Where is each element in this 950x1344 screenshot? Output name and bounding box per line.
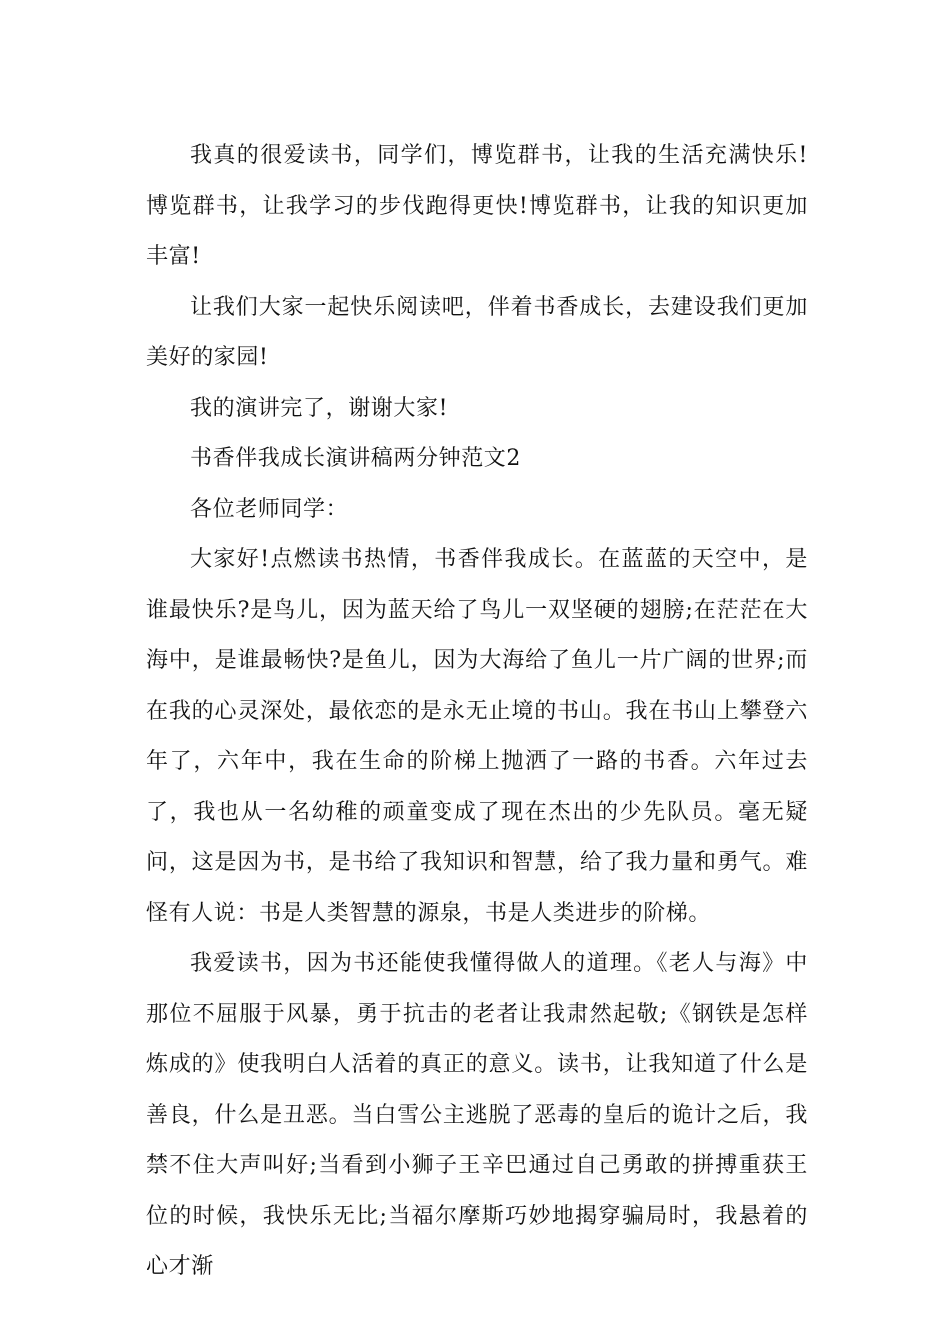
salutation: 各位老师同学： (190, 496, 349, 522)
document-body (146, 131, 808, 1293)
paragraph-call-to-read: 让我们大家一起快乐阅读吧，伴着书香成长，去建设我们更加美好的家园! (146, 294, 808, 370)
paragraph-closing-love-reading: 我真的很爱读书，同学们，博览群书，让我的生活充满快乐!博览群书，让我学习的步伐跑得更快!博览群书，让我的知识更加丰富! (146, 143, 808, 269)
section-title: 书香伴我成长演讲稿两分钟范文2 (190, 446, 521, 471)
paragraph-speech-end: 我的演讲完了，谢谢大家! (190, 395, 449, 421)
paragraph-why-love-reading: 我爱读书，因为书还能使我懂得做人的道理。《老人与海》中那位不屈服于风暴，勇于抗击的老者让我肃然起敬;《钢铁是怎样炼成的》使我明白人活着的真正的意义。读书，让我知道了什么是善良，什么是丑恶。当白雪公主逃脱了恶毒的皇后的诡计之后，我禁不住大声叫好;当看到小狮子王辛巴通过自己勇敢的拼搏重获王位的时候，我快乐无比;当福尔摩斯巧妙地揭穿骗局时，我悬着的心才渐 (146, 951, 808, 1279)
paragraph-greeting-body: 大家好!点燃读书热情，书香伴我成长。在蓝蓝的天空中，是谁最快乐?是鸟儿，因为蓝天给了鸟儿一双坚硬的翅膀;在茫茫在大海中，是谁最畅快?是鱼儿，因为大海给了鱼儿一片广阔的世界;而在我的心灵深处，最依恋的是永无止境的书山。我在书山上攀登六年了，六年中，我在生命的阶梯上抛洒了一路的书香。六年过去了，我也从一名幼稚的顽童变成了现在杰出的少先队员。毫无疑问，这是因为书，是书给了我知识和智慧，给了我力量和勇气。难怪有人说：书是人类智慧的源泉，书是人类进步的阶梯。 (146, 547, 808, 926)
